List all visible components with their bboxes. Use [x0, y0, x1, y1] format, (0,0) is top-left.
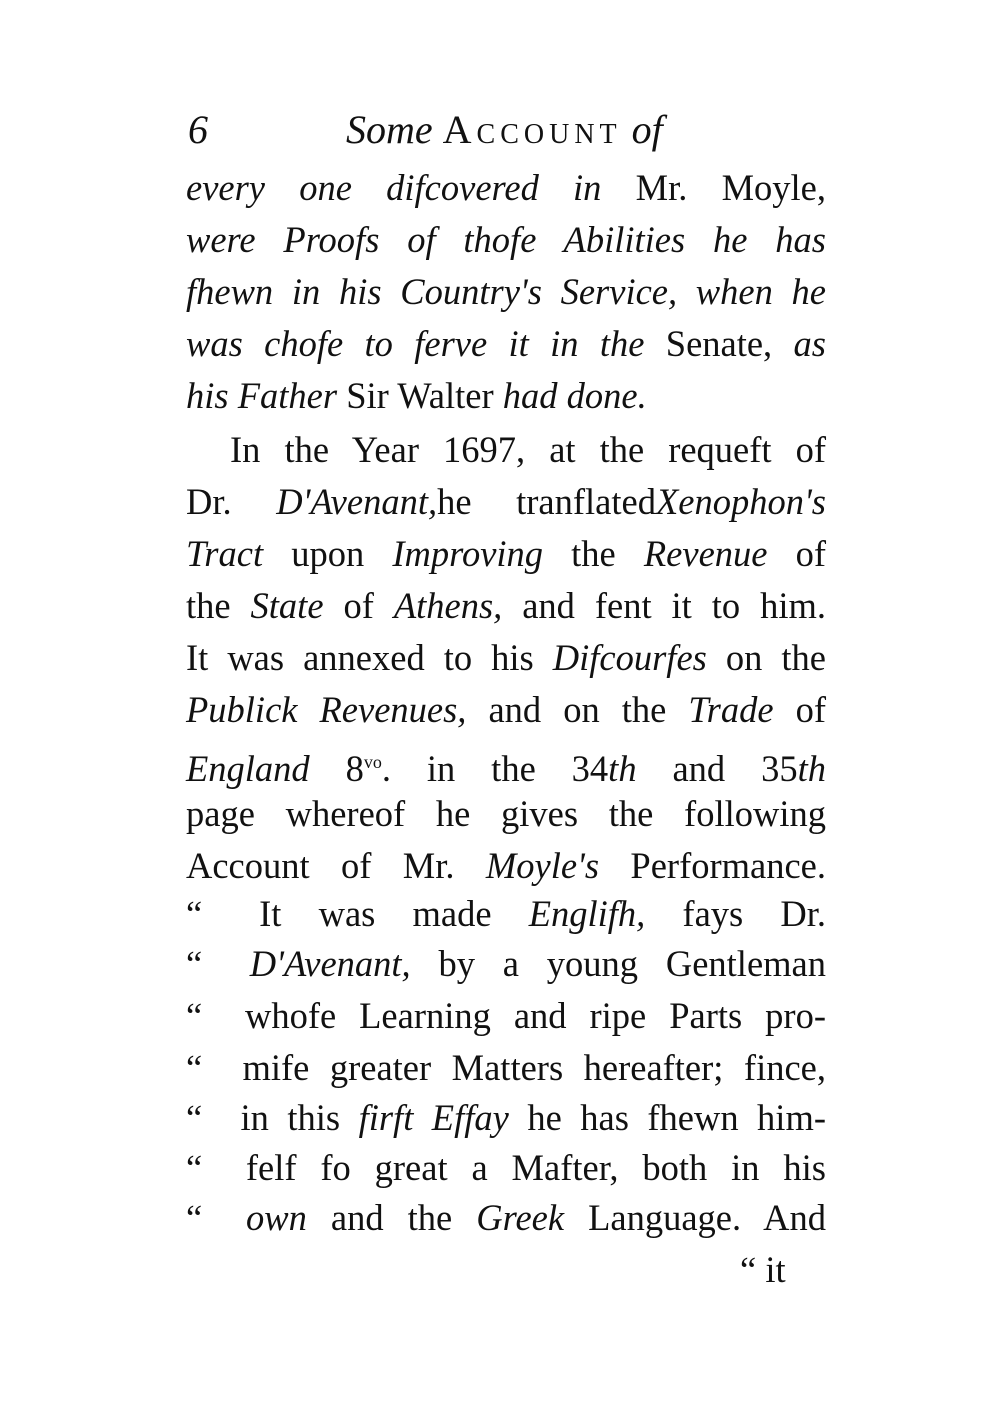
text-span: 8: [309, 748, 364, 790]
text-line: [186, 214, 826, 266]
text-line: [186, 684, 826, 736]
text-span: It was made: [222, 893, 529, 934]
text-line: [186, 938, 826, 990]
text-span: and fent it to him.: [502, 585, 827, 626]
text-line: [186, 370, 826, 422]
quote-mark: “: [186, 1047, 203, 1088]
text-line: [186, 1142, 826, 1194]
text-span: he tranflated: [437, 481, 656, 522]
text-span: were Proofs of thofe Abilities he has: [186, 219, 826, 260]
text-span: it: [756, 1249, 786, 1290]
text-span: fays Dr.: [645, 893, 827, 934]
text-span: and the: [306, 1197, 477, 1238]
text-span: Difcourfes: [552, 637, 707, 678]
text-span: the: [543, 533, 644, 574]
quote-mark: “: [186, 1147, 203, 1188]
quote-mark: “: [186, 995, 203, 1036]
text-span: In the Year 1697, at the requeft of: [230, 429, 826, 470]
text-span: Trade: [688, 689, 774, 730]
text-span: by a young Gentleman: [410, 943, 826, 984]
text-span: Athens,: [393, 585, 503, 626]
text-span: as: [793, 323, 826, 364]
text-line: [186, 1092, 826, 1144]
text-span: and 35: [636, 748, 798, 790]
running-head-of: of: [631, 107, 663, 152]
page-header: [188, 102, 828, 158]
text-span: Greek: [476, 1197, 565, 1238]
text-span: in this: [222, 1097, 359, 1138]
quote-mark: “: [740, 1249, 757, 1290]
quote-mark: “: [186, 1097, 203, 1138]
text-span: he has fhewn him-: [508, 1097, 826, 1138]
text-span: th: [608, 748, 637, 790]
superscript: vo: [363, 752, 382, 772]
text-span: and on the: [466, 689, 689, 730]
text-span: own: [222, 1197, 307, 1238]
text-span: State: [250, 585, 324, 626]
text-span: firft Effay: [358, 1097, 509, 1138]
text-line: [186, 1042, 826, 1094]
text-line: [230, 424, 826, 476]
text-span: It was annexed to his: [186, 637, 553, 678]
text-span: Improving: [392, 533, 544, 574]
text-line: [186, 1192, 826, 1244]
text-span: . in the 34: [381, 748, 609, 790]
text-line: [186, 162, 826, 214]
text-line: [186, 266, 826, 318]
text-span: Account of Mr.: [186, 845, 486, 886]
running-head-account: Account: [442, 107, 622, 152]
text-line: [186, 736, 826, 788]
text-span: was chofe to ferve it in the: [186, 323, 645, 364]
text-span: on the: [706, 637, 826, 678]
text-line: [186, 632, 826, 684]
text-span: Tract: [186, 533, 264, 574]
text-line: [186, 990, 826, 1042]
quote-mark: “: [186, 1197, 203, 1238]
text-span: fhewn in his Country's Service, when he: [186, 271, 826, 312]
text-span: Mr. Moyle,: [601, 167, 826, 208]
text-span: D'Avenant,: [222, 943, 411, 984]
text-span: Englifh,: [528, 893, 646, 934]
text-line: [186, 528, 826, 580]
text-span: of: [767, 533, 827, 574]
text-span: Moyle's: [485, 845, 600, 886]
text-span: D'Avenant,: [276, 481, 438, 522]
running-head: [346, 102, 663, 158]
text-span: Language. And: [564, 1197, 826, 1238]
text-line: [186, 318, 826, 370]
text-span: every one difcovered in: [186, 167, 602, 208]
text-span: Xenophon's: [655, 481, 826, 522]
text-span: th: [797, 748, 826, 790]
text-span: mife greater Matters hereafter; fince,: [222, 1047, 826, 1088]
running-head-some: Some: [346, 107, 433, 152]
text-span: of: [773, 689, 826, 730]
text-span: upon: [263, 533, 393, 574]
text-span: Senate,: [644, 323, 794, 364]
text-span: the: [186, 585, 251, 626]
text-span: of: [323, 585, 394, 626]
text-span: felf fo great a Mafter, both in his: [222, 1147, 826, 1188]
text-span: whofe Learning and ripe Parts pro-: [222, 995, 826, 1036]
text-span: Publick Revenues,: [186, 689, 467, 730]
page-number: 6: [188, 107, 208, 152]
text-line: [186, 840, 826, 892]
text-span: England: [186, 748, 310, 790]
text-span: Revenue: [643, 533, 768, 574]
text-line: [186, 888, 826, 940]
catchword: [740, 1244, 826, 1296]
text-line: [186, 580, 826, 632]
text-span: Dr.: [186, 481, 277, 522]
text-line: [186, 788, 826, 840]
text-span: Performance.: [599, 845, 826, 886]
text-span: page whereof he gives the following: [186, 793, 826, 834]
text-span: had done.: [502, 375, 647, 416]
text-span: his Father: [186, 375, 338, 416]
text-line: [186, 476, 826, 528]
text-span: Sir Walter: [337, 375, 503, 416]
quote-mark: “: [186, 943, 203, 984]
quote-mark: “: [186, 893, 203, 934]
